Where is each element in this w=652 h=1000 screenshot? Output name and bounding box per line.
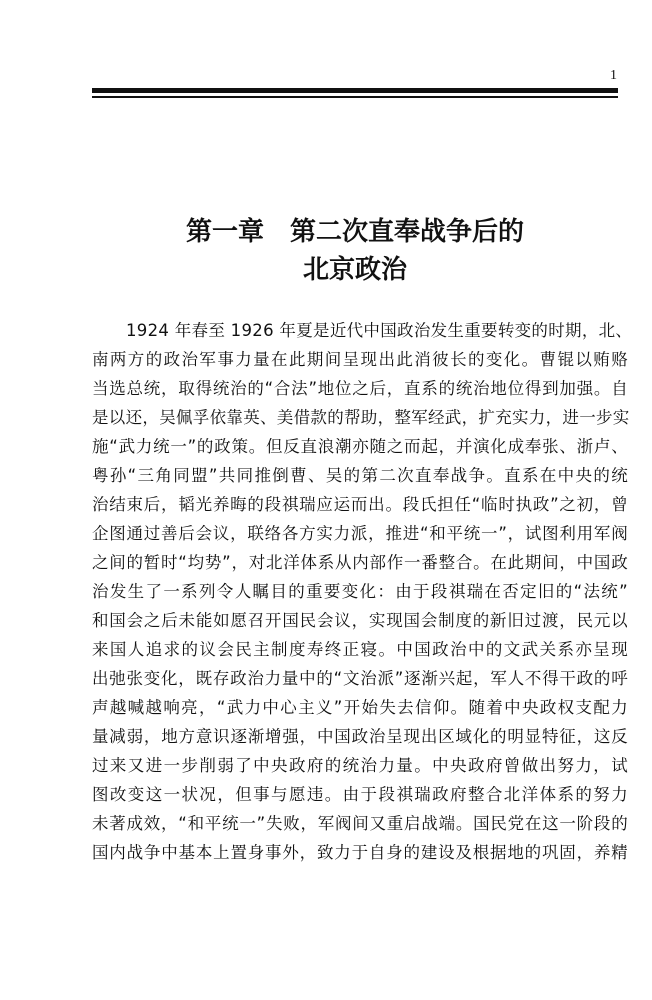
chapter-title-line-2: 北京政治: [302, 255, 407, 285]
header-rule-thick: [92, 88, 618, 93]
chapter-title-line-1: [92, 213, 618, 251]
chapter-label: 第一章: [185, 217, 264, 247]
header-rule-thin: [92, 96, 618, 98]
text-line: 图改变这一状况，但事与愿违。由于段祺瑞政府整合北洋体系的努力: [92, 785, 628, 804]
text-line: 1924 年春至 1926 年夏是近代中国政治发生重要转变的时期，北、: [126, 321, 633, 340]
text-line: 未著成效，“和平统一”失败，军阀间又重启战端。国民党在这一阶段的: [92, 814, 628, 833]
text-line: 当选总统，取得统治的“合法”地位之后，直系的统治地位得到加强。自: [92, 379, 628, 398]
text-line: 声越喊越响亮，“武力中心主义”开始失去信仰。随着中央政权支配力: [92, 698, 628, 717]
text-line: 量减弱，地方意识逐渐增强，中国政治呈现出区域化的明显特征，这反: [92, 727, 628, 746]
text-line: 来国人追求的议会民主制度寿终正寝。中国政治中的文武关系亦呈现: [92, 640, 628, 659]
text-line: 企图通过善后会议，联络各方实力派，推进“和平统一”，试图利用军阀: [92, 524, 628, 543]
text-line: 粤孙“三角同盟”共同推倒曹、吴的第二次直奉战争。直系在中央的统: [92, 466, 628, 485]
text-line: 和国会之后未能如愿召开国民会议，实现国会制度的新旧过渡，民元以: [92, 611, 628, 630]
text-line: 过来又进一步削弱了中央政府的统治力量。中央政府曾做出努力，试: [92, 756, 628, 775]
text-line: 施“武力统一”的政策。但反直浪潮亦随之而起，并演化成奉张、浙卢、: [92, 437, 628, 456]
text-line: 治发生了一系列令人瞩目的重要变化：由于段祺瑞在否定旧的“法统”: [92, 582, 628, 601]
text-line: 国内战争中基本上置身事外，致力于自身的建设及根据地的巩固，养精: [92, 843, 628, 862]
text-line: 治结束后，韬光养晦的段祺瑞应运而出。段氏担任“临时执政”之初，曾: [92, 495, 628, 514]
chapter-title-text-1: 第二次直奉战争后的: [290, 217, 525, 247]
text-line: 南两方的政治军事力量在此期间呈现出此消彼长的变化。曹锟以贿赂: [92, 350, 628, 369]
text-line: 之间的暂时“均势”，对北洋体系从内部作一番整合。在此期间，中国政: [92, 553, 628, 572]
page-number: 1: [610, 68, 617, 83]
body-paragraph: [92, 316, 633, 867]
text-line: 是以还，吴佩孚依靠英、美借款的帮助，整军经武，扩充实力，进一步实: [92, 408, 630, 427]
text-line: 出弛张变化，既存政治力量中的“文治派”逐渐兴起，军人不得干政的呼: [92, 669, 628, 688]
chapter-title: [92, 213, 618, 289]
